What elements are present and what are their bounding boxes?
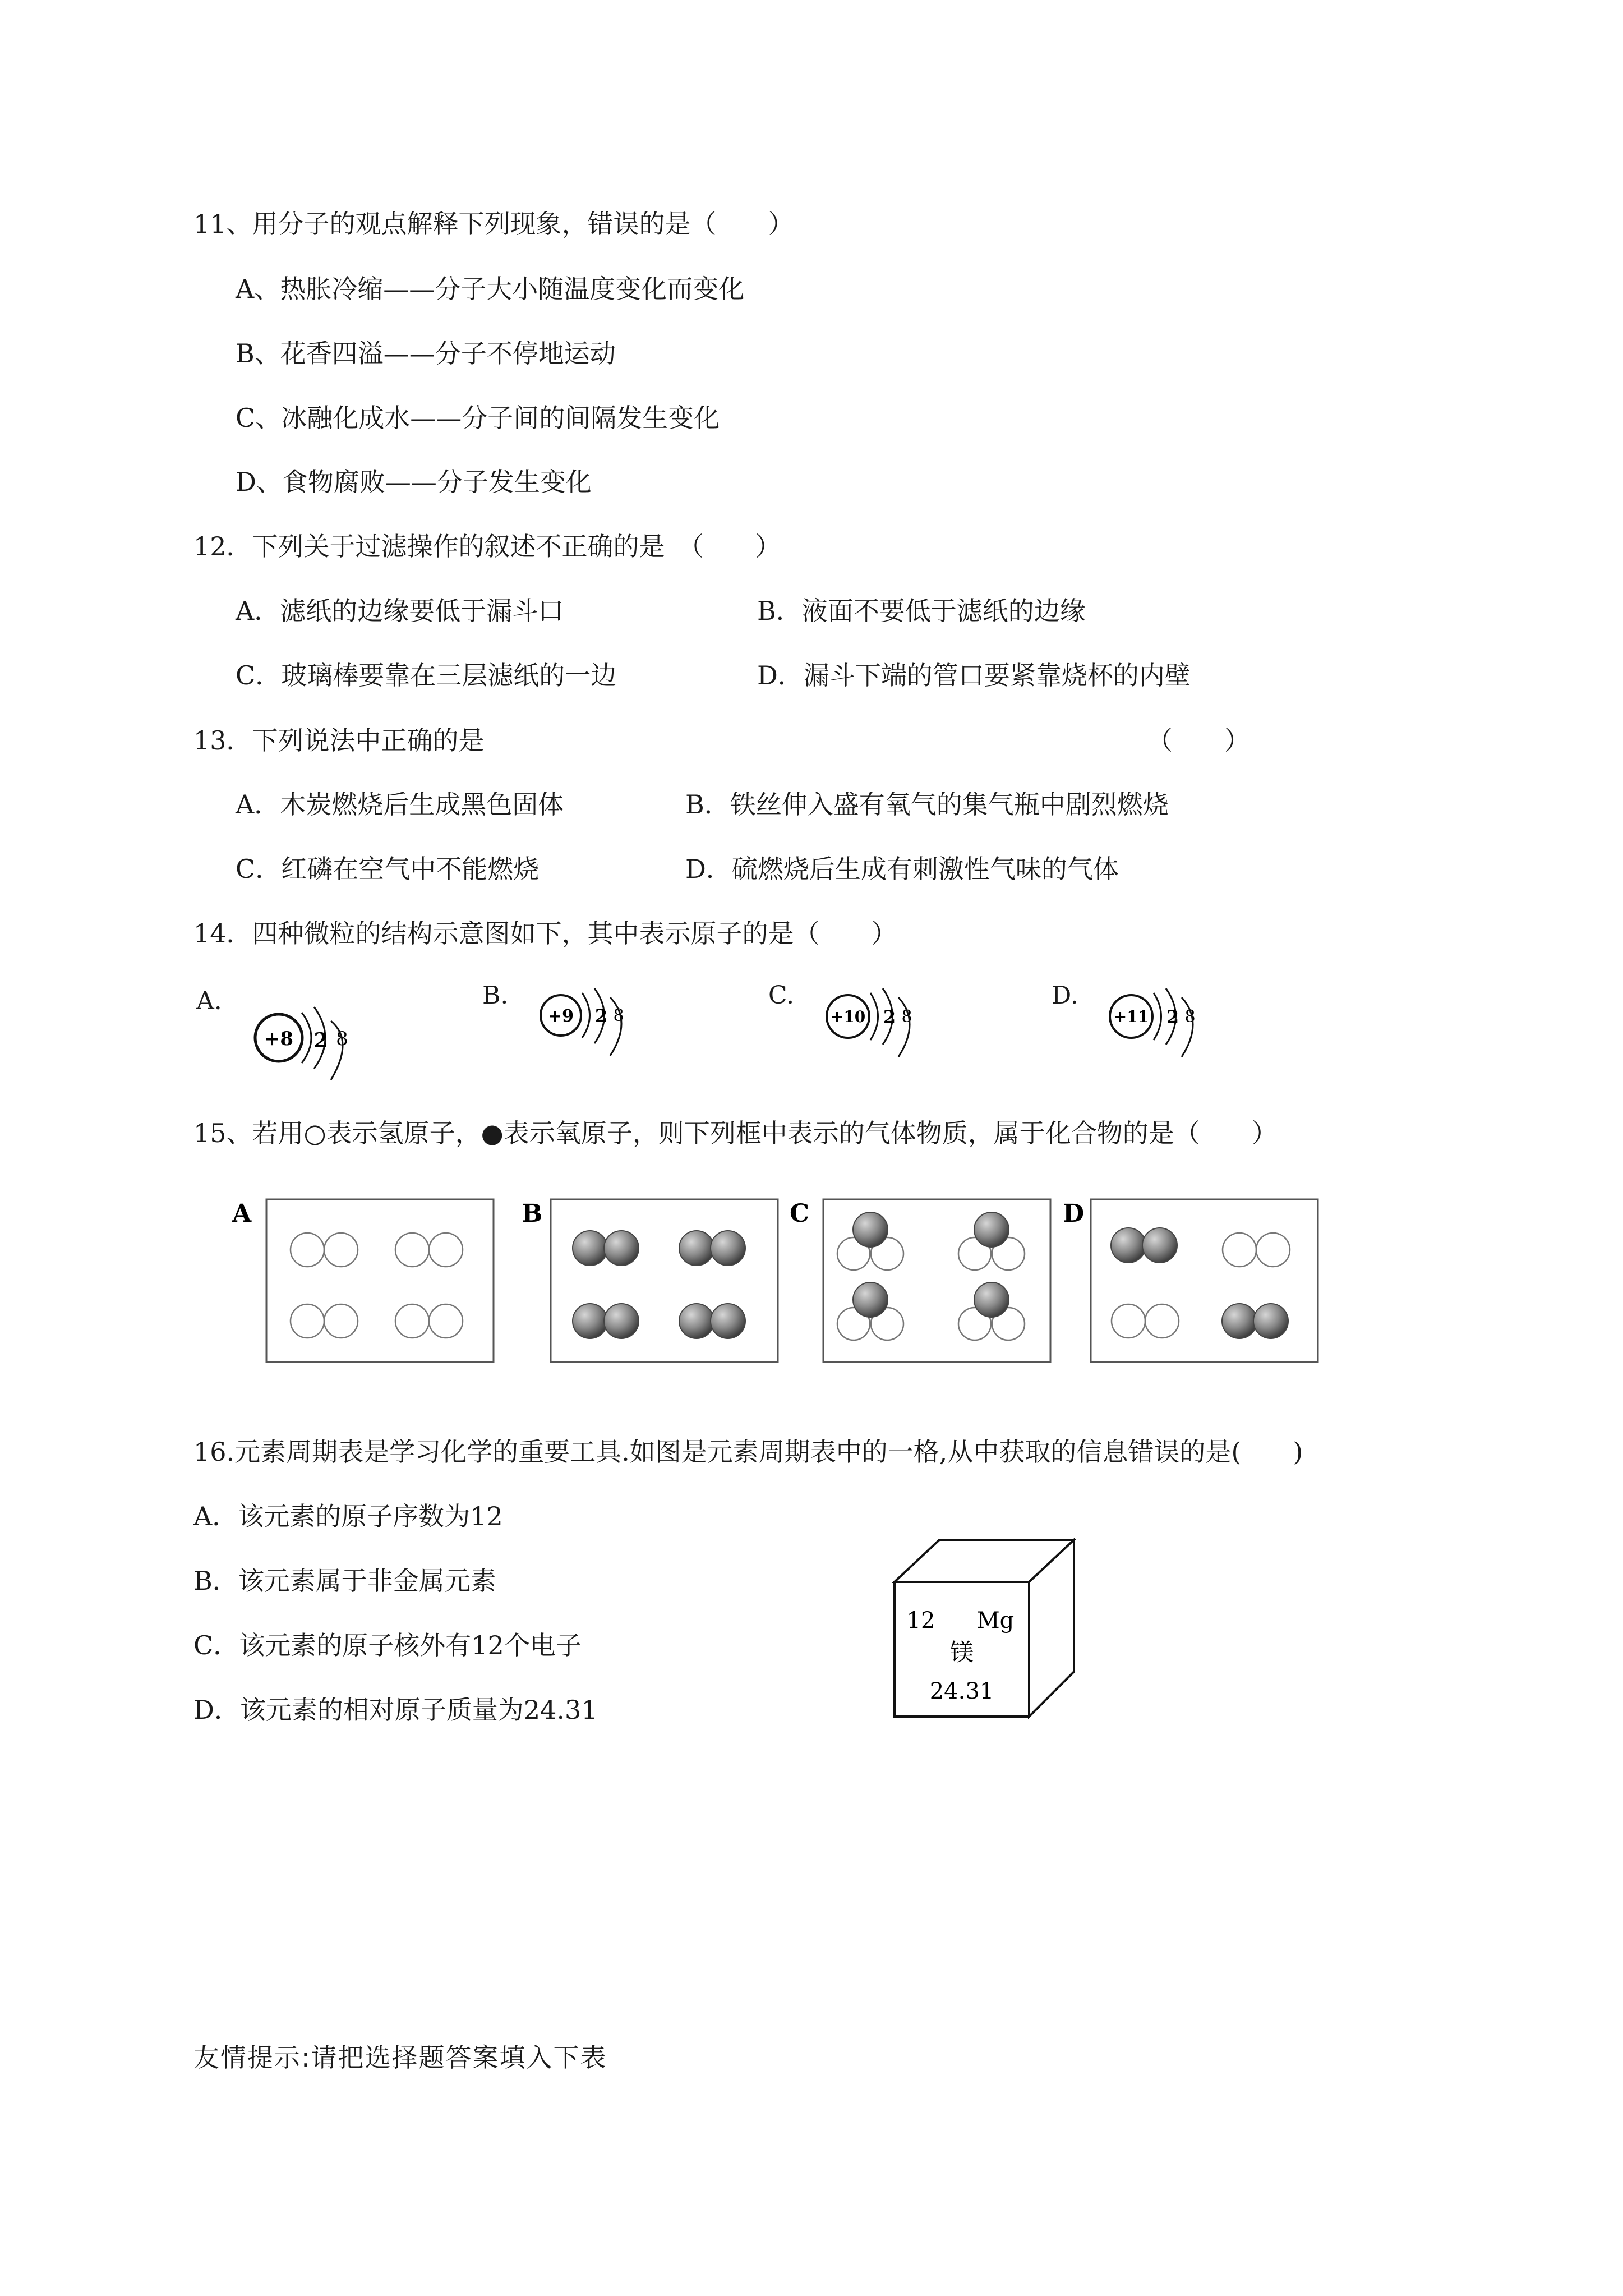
q11-stem: 11、用分子的观点解释下列现象，错误的是（ ）	[193, 209, 794, 239]
q12-option-d: D．漏斗下端的管口要紧靠烧杯的内壁	[757, 660, 1191, 691]
box-b	[522, 1199, 778, 1362]
element-name: 镁	[949, 1639, 974, 1666]
svg-text:+10: +10	[830, 1007, 866, 1026]
q13-option-a: A．木炭燃烧后生成黑色固体	[236, 789, 564, 820]
box-label-c: C	[790, 1199, 810, 1228]
q13-stem: 13．下列说法中正确的是	[193, 725, 485, 756]
atomic-number: 12	[906, 1608, 935, 1634]
svg-text:8: 8	[1184, 1007, 1196, 1027]
svg-text:+9: +9	[547, 1006, 574, 1026]
q13-option-b: B．铁丝伸入盛有氧气的集气瓶中剧烈燃烧	[685, 789, 1169, 820]
q16-option-d: D．该元素的相对原子质量为24.31	[193, 1695, 598, 1725]
atom-diagram-b	[482, 982, 651, 1071]
atom-structure-icon	[482, 982, 651, 1071]
shell-1-electrons: 2	[313, 1029, 328, 1052]
q13-answer-paren: （ ）	[1147, 725, 1250, 756]
box-c	[790, 1199, 1050, 1362]
atom-structure-icon	[196, 984, 365, 1080]
q11-option-b: B、花香四溢——分子不停地运动	[236, 338, 616, 369]
atom-diagram-d	[1052, 982, 1220, 1071]
svg-text:8: 8	[901, 1007, 912, 1027]
q12-stem: 12．下列关于过滤操作的叙述不正确的是 （ ）	[193, 531, 781, 562]
q16-option-a: A．该元素的原子序数为12	[193, 1501, 503, 1531]
q13-option-c: C．红磷在空气中不能燃烧	[236, 854, 540, 884]
tip-text: 友情提示:请把选择题答案填入下表	[193, 2042, 607, 2073]
box-label-d: D	[1063, 1199, 1085, 1228]
q11-option-d: D、食物腐败——分子发生变化	[236, 467, 592, 497]
q15-stem: 15、若用○表示氢原子，●表示氧原子，则下列框中表示的气体物质，属于化合物的是（ ）	[193, 1118, 1278, 1148]
svg-text:2: 2	[1166, 1006, 1179, 1028]
atom-diagram-label: C.	[768, 981, 795, 1010]
svg-text:8: 8	[613, 1006, 624, 1025]
q16-option-c: C．该元素的原子核外有12个电子	[193, 1630, 582, 1660]
nucleus-charge: +8	[264, 1028, 294, 1050]
q16-stem: 16.元素周期表是学习化学的重要工具.如图是元素周期表中的一格,从中获取的信息错误的是( )	[193, 1437, 1303, 1467]
atom-diagram-c	[768, 982, 937, 1071]
q12-option-a: A．滤纸的边缘要低于漏斗口	[236, 596, 564, 626]
q12-option-b: B．液面不要低于滤纸的边缘	[757, 596, 1086, 626]
atom-diagram-a	[196, 984, 365, 1080]
atomic-mass: 24.31	[929, 1678, 994, 1704]
svg-text:2: 2	[594, 1005, 608, 1027]
q16-option-b: B．该元素属于非金属元素	[193, 1566, 496, 1596]
molecule-boxes-figure	[224, 1184, 1368, 1369]
q12-option-c: C．玻璃棒要靠在三层滤纸的一边	[236, 660, 617, 691]
atom-diagram-label: A.	[196, 987, 222, 1015]
shell-2-electrons: 8	[336, 1028, 348, 1050]
svg-text:2: 2	[883, 1006, 896, 1028]
atom-structure-icon	[768, 982, 937, 1071]
box-a	[232, 1199, 494, 1362]
atom-diagram-label: D.	[1052, 981, 1078, 1010]
box-d	[1063, 1199, 1318, 1362]
q11-option-a: A、热胀冷缩——分子大小随温度变化而变化	[236, 274, 745, 304]
q11-option-c: C、冰融化成水——分子间的间隔发生变化	[236, 403, 720, 433]
svg-text:+11: +11	[1113, 1007, 1149, 1026]
atom-structure-icon	[1052, 982, 1220, 1071]
q14-stem: 14．四种微粒的结构示意图如下，其中表示原子的是（ ）	[193, 918, 897, 949]
box-label-b: B	[522, 1199, 543, 1228]
q13-option-d: D．硫燃烧后生成有刺激性气味的气体	[685, 854, 1119, 884]
periodic-table-cell	[892, 1537, 1082, 1728]
atom-diagram-label: B.	[482, 981, 509, 1010]
box-label-a: A	[232, 1199, 252, 1228]
element-symbol: Mg	[976, 1608, 1015, 1634]
